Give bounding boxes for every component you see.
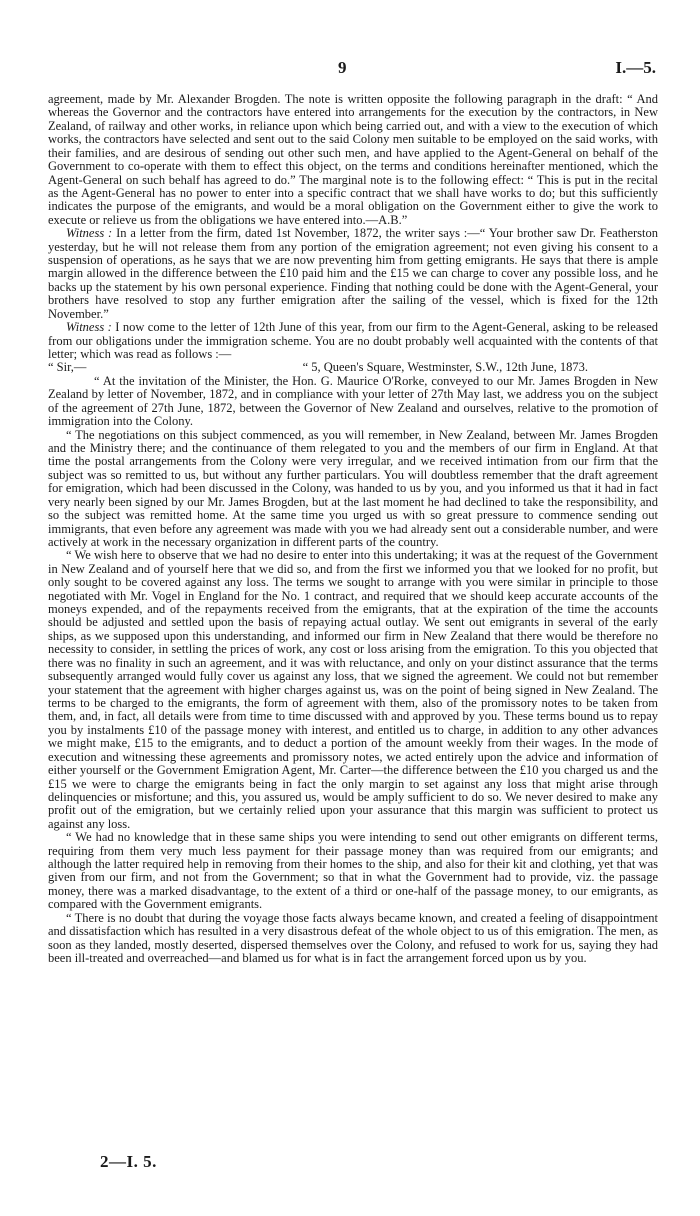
page-number: 9: [338, 58, 347, 77]
salutation: “ Sir,—: [48, 360, 87, 375]
paragraph: agreement, made by Mr. Alexander Brogden. The note is written opposite the following paragraph in the draft: “ And whereas the Governor and the contractors have entered into arrangements for the execution by the contractors, in New Zealand, of railway and other works, in reliance upon which being carried out, and with a view to the execution of which works, the contractors have selected and sent out to the said Colony men suitable to be employed on the said works, with their families, and are desirous of sending out other such men, and have applied to the Agent-General on behalf of the Government to co-operate with them to effect this object, on the terms and conditions hereinafter mentioned, which the Agent-General on such behalf has agreed to do.” The marginal note is to the following effect: “ This is put in the recital as the Agent-General has no power to enter into a specific contract that we shall have works to do; but this sufficiently indicates the purpose of the emigrants, and would be a moral obligation on the Government either to give the work to execute or relieve us from the obligations we have entered into.—A.B.”: [48, 92, 658, 227]
paragraph: “ At the invitation of the Minister, the Hon. G. Maurice O'Rorke, conveyed to our Mr. James Brogden in New Zealand by letter of November, 1872, and in compliance with your letter of 27th May last, we address you on the subject of the agreement of 27th June, 1872, between the Governor of New Zealand and ourselves, relative to the promotion of immigration into the Colony.: [48, 373, 658, 429]
letter-address: “ 5, Queen's Square, Westminster, S.W., 12th June, 1873.: [302, 360, 588, 375]
witness-paragraph: [48, 227, 658, 321]
witness-label: Witness :: [66, 226, 113, 241]
paragraph: “ The negotiations on this subject commenced, as you will remember, in New Zealand, between Mr. James Brogden and the Ministry there; and the continuance of them relegated to you and the members of our firm in England. At that time the postal arrangements from the Colony were very irregular, and we received intimation from our firm that the subject was so remitted to us, but without any further particulars. You will doubtless remember that the draft agreement for emigration, which had been discussed in the Colony, was handed to us by you, and you informed us that it had in fact very nearly been signed by our Mr. James Brogden, but at the last moment he had declined to take the responsibility, and so the subject was remitted home. At the same time you urged us with so great pressure to commence sending out immigrants, that even before any agreement was made with you we had already sent out a considerable number, and were actively at work in the necessary organization in different parts of the country.: [48, 427, 658, 549]
witness-paragraph: [48, 321, 658, 361]
page-footer-signature: 2—I. 5.: [100, 1152, 157, 1171]
body-text: [48, 93, 658, 965]
paragraph: “ We wish here to observe that we had no desire to enter into this undertaking; it was at the request of the Government in New Zealand and of yourself here that we did so, and from the first we informed you that we looked for no profit, but only sought to be covered against any loss. The terms we sought to arrange with you were similar in principle to those negotiated with Mr. Vogel in England for the No. 1 contract, and required that we should keep accurate accounts of the moneys expended, and of the repayments received from the emigrants, that at the expiration of the time the accounts should be adjusted and settled upon the basis of repaying actual outlay. We sent out emigrants in several of the early ships, as we supposed upon this understanding, and informed our firm in New Zealand that there would be therefore no necessity to consider, in settling the prices of work, any cost or loss arising from the emigration. To this you objected that there was no finality in such an agreement, and it was with reluctance, and only on your distinct assurance that the terms subsequently arranged would fully cover us against any loss, that we signed the agreement. We could not but remember your statement that the agreement with higher charges against us, was on the point of being signed in New Zealand. The terms to be charged to the emigrants, the form of agreement with them, also of the promissory notes to be taken from them, and, in fact, all details were from time to time discussed with and approved by you. These terms bound us to repay you by instalments £10 of the passage money with interest, and entitled us to charge, in addition to any other advances we might make, £15 to the emigrants, and to deduct a portion of the amount weekly from their wages. In the mode of execution and witnessing these agreements and promissory notes, we acted entirely upon the advice and information of either yourself or the Government Emigration Agent, Mr. Carter—the difference between the £10 you charged us and the £15 we were to charge the emigrants being in fact the only margin to set against any loss that might arise through delinquencies or misfortune; and this, you assured us, would be amply sufficient to do so. We never desired to make any profit out of the emigration, but we certainly relied upon your assurance that this margin was sufficient to protect us against any loss.: [48, 548, 658, 831]
witness-label: Witness :: [66, 320, 112, 335]
document-code: I.—5.: [615, 58, 656, 77]
paragraph-text: I now come to the letter of 12th June of this year, from our firm to the Agent-General, asking to be released from our obligations under the immigration scheme. You are no doubt probably well acquainted with the contents of that letter; which was read as follows :—: [48, 320, 659, 362]
paragraph: “ There is no doubt that during the voyage those facts always became known, and created a feeling of disappointment and dissatisfaction which has resulted in a very disastrous defeat of the whole object to us of this emigration. The men, as soon as they landed, mostly deserted, dispersed themselves over the Colony, and refused to work for us, saying they had been ill-treated and overreached—and blamed us for what is in fact the arrangement forced upon us by you.: [48, 910, 658, 965]
paragraph: “ We had no knowledge that in these same ships you were intending to send out other emigrants on different terms, requiring from them very much less payment for their passage money than was required from our emigrants; and although the latter required help in removing from their homes to the ship, and also for their kit and clothing, yet that was given from our firm, and not from the Government; so that in what the Government had to provide, viz. the passage money, there was a marked disadvantage, to the extent of a third or one-half of the passage money, to our emigrants, as compared with the Government emigrants.: [48, 830, 658, 912]
letter-heading: [48, 361, 658, 374]
paragraph-text: In a letter from the firm, dated 1st November, 1872, the writer says :—“ Your brother saw Dr. Featherston yesterday, but he will not release them from any portion of the emigration agreement; not even giving his consent to a suspension of operations, as he says that we are now preventing him from getting emigrants. He says that there is ample margin allowed in the difference between the £10 paid him and the £15 we can charge to cover any possible loss, and he backs up the statement by his own personal experience. Finding that nothing could be done with the Agent-General, your brothers have resolved to stop any further emigration after the sailing of the vessel, which is fixed for the 12th November.”: [48, 226, 659, 321]
